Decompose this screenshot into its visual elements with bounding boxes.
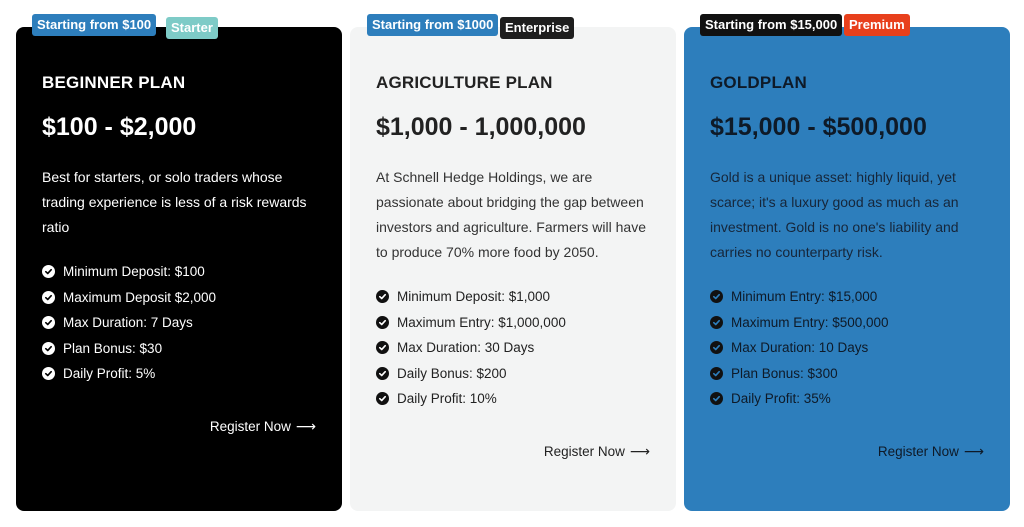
feature-text: Plan Bonus: $30 bbox=[63, 340, 163, 356]
plan-card-agriculture bbox=[350, 17, 676, 511]
feature-text: Max Duration: 30 Days bbox=[397, 340, 535, 356]
feature-text: Daily Bonus: $200 bbox=[397, 365, 507, 381]
plan-title: AGRICULTURE PLAN bbox=[376, 73, 553, 92]
feature-text: Maximum Entry: $1,000,000 bbox=[397, 314, 566, 330]
feature-item bbox=[376, 361, 566, 387]
feature-text: Daily Profit: 35% bbox=[731, 391, 831, 407]
plan-title: BEGINNER PLAN bbox=[42, 73, 186, 92]
check-circle-icon bbox=[42, 367, 55, 380]
feature-item bbox=[42, 336, 216, 362]
feature-text: Minimum Deposit: $100 bbox=[63, 264, 205, 280]
plan-price-range: $1,000 - 1,000,000 bbox=[376, 113, 586, 141]
feature-text: Maximum Deposit $2,000 bbox=[63, 289, 217, 305]
feature-item bbox=[42, 310, 216, 336]
plan-title: GOLDPLAN bbox=[710, 73, 807, 92]
feature-item bbox=[42, 361, 216, 387]
feature-item bbox=[710, 284, 889, 310]
feature-text: Minimum Deposit: $1,000 bbox=[397, 289, 551, 305]
price-badge: Starting from $1000 bbox=[367, 14, 498, 36]
register-now-link[interactable] bbox=[878, 443, 984, 460]
plan-description: At Schnell Hedge Holdings, we are passionate about bridging the gap between investors and agriculture. Farmers will have to produce 70% more food by 2050. bbox=[376, 169, 646, 260]
feature-item bbox=[376, 335, 566, 361]
tier-badge-premium: Premium bbox=[844, 14, 910, 36]
tier-badge-starter: Starter bbox=[166, 17, 218, 39]
arrow-right-icon: ⟶ bbox=[295, 418, 316, 434]
plan-price-range: $15,000 - $500,000 bbox=[710, 113, 927, 141]
plan-card-gold bbox=[684, 17, 1010, 511]
feature-list bbox=[710, 284, 889, 412]
feature-text: Max Duration: 10 Days bbox=[731, 340, 869, 356]
check-circle-icon bbox=[710, 341, 723, 354]
feature-item bbox=[710, 386, 889, 412]
check-circle-icon bbox=[710, 367, 723, 380]
check-circle-icon bbox=[376, 392, 389, 405]
feature-text: Max Duration: 7 Days bbox=[63, 315, 193, 331]
check-circle-icon bbox=[710, 290, 723, 303]
plan-card-beginner bbox=[16, 17, 342, 511]
check-circle-icon bbox=[42, 265, 55, 278]
check-circle-icon bbox=[710, 316, 723, 329]
feature-list bbox=[42, 259, 216, 387]
arrow-right-icon: ⟶ bbox=[629, 443, 650, 459]
feature-text: Daily Profit: 5% bbox=[63, 366, 156, 382]
feature-text: Daily Profit: 10% bbox=[397, 391, 497, 407]
register-now-link[interactable] bbox=[210, 418, 316, 435]
check-circle-icon bbox=[376, 367, 389, 380]
feature-text: Plan Bonus: $300 bbox=[731, 365, 838, 381]
feature-item bbox=[376, 284, 566, 310]
feature-list bbox=[376, 284, 566, 412]
plan-price-range: $100 - $2,000 bbox=[42, 113, 197, 141]
feature-item bbox=[42, 259, 216, 285]
register-now-label: Register Now bbox=[209, 419, 291, 434]
feature-text: Minimum Entry: $15,000 bbox=[731, 289, 878, 305]
feature-text: Maximum Entry: $500,000 bbox=[731, 314, 889, 330]
arrow-right-icon: ⟶ bbox=[963, 443, 984, 459]
price-badge: Starting from $100 bbox=[32, 14, 156, 36]
feature-item bbox=[376, 310, 566, 336]
tier-badge-enterprise: Enterprise bbox=[500, 17, 574, 39]
register-now-label: Register Now bbox=[877, 444, 959, 459]
check-circle-icon bbox=[376, 290, 389, 303]
check-circle-icon bbox=[710, 392, 723, 405]
feature-item bbox=[710, 335, 889, 361]
check-circle-icon bbox=[376, 316, 389, 329]
price-badge: Starting from $15,000 bbox=[700, 14, 842, 36]
feature-item bbox=[42, 285, 216, 311]
check-circle-icon bbox=[42, 316, 55, 329]
check-circle-icon bbox=[42, 291, 55, 304]
feature-item bbox=[710, 310, 889, 336]
plan-description: Best for starters, or solo traders whose trading experience is less of a risk rewards ratio bbox=[42, 169, 307, 235]
register-now-link[interactable] bbox=[544, 443, 650, 460]
check-circle-icon bbox=[42, 342, 55, 355]
plan-description: Gold is a unique asset: highly liquid, yet scarce; it's a luxury good as much as an investment. Gold is no one's liability and carries no counterparty risk. bbox=[710, 169, 959, 260]
feature-item bbox=[376, 386, 566, 412]
register-now-label: Register Now bbox=[543, 444, 625, 459]
feature-item bbox=[710, 361, 889, 387]
check-circle-icon bbox=[376, 341, 389, 354]
